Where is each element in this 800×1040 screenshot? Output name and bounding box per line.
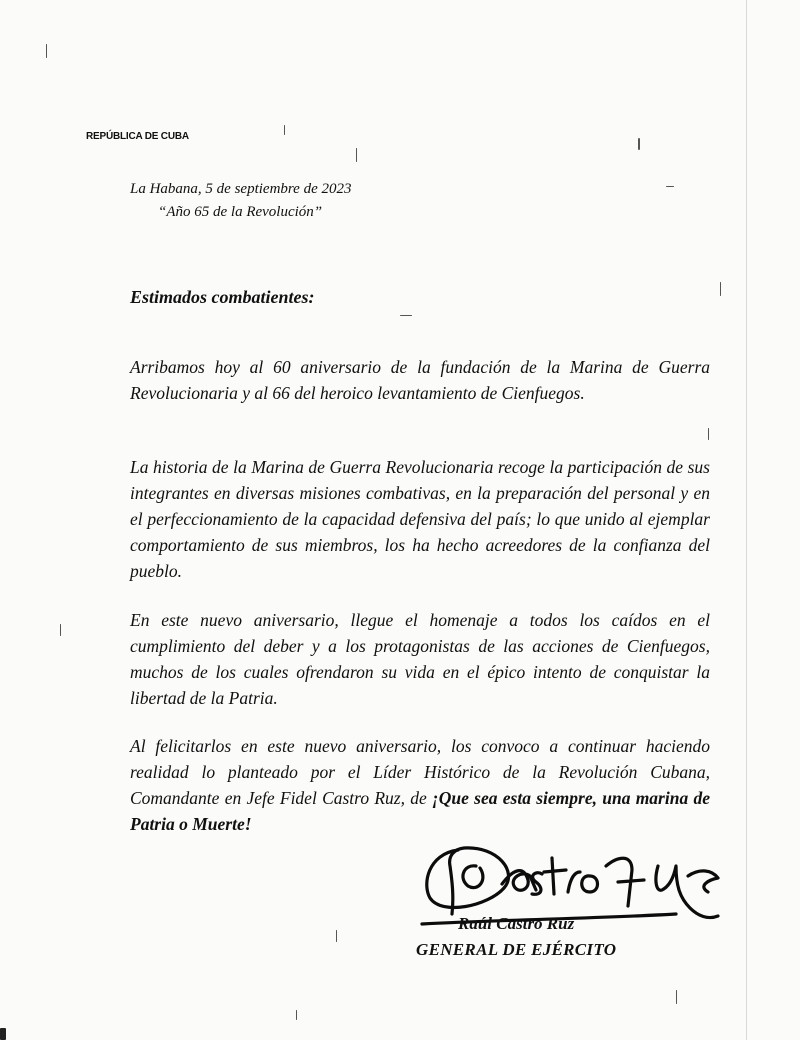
scan-speck: [0, 1028, 6, 1040]
scan-speck: [60, 624, 61, 636]
paragraph-4-closing: ¡Que sea esta siempre, una marina de Patria o Muerte!: [130, 788, 710, 834]
dateline: [130, 178, 352, 224]
place-date: La Habana, 5 de septiembre de 2023: [130, 181, 352, 197]
year-motto: “Año 65 de la Revolución”: [158, 204, 323, 220]
scan-speck: [400, 315, 412, 316]
paragraph-2: La historia de la Marina de Guerra Revolucionaria recoge la participación de sus integrantes en diversas misiones combativas, en la preparación del personal y en el perfeccionamiento de la capacidad defensiva del país; lo que unido al ejemplar comportamiento de sus miembros, los ha hecho acreedores de la confianza del pueblo.: [130, 457, 710, 581]
scan-speck: [666, 186, 674, 187]
scan-speck: [708, 428, 709, 440]
salutation: Estimados combatientes:: [130, 287, 315, 307]
signer-name: Raúl Castro Ruz: [458, 914, 575, 933]
scan-speck: [296, 1010, 297, 1020]
paragraph-4-text: Al felicitarlos en este nuevo aniversario, los convoco a continuar haciendo realidad lo planteado por el Líder Histórico de la Revolución Cubana, Comandante en Jefe Fidel Castro Ruz, de: [130, 736, 710, 808]
paragraph-1: Arribamos hoy al 60 aniversario de la fundación de la Marina de Guerra Revolucionaria y al 66 del heroico levantamiento de Cienfuegos.: [130, 357, 710, 403]
scan-speck: [284, 125, 285, 135]
scan-speck: [638, 138, 640, 150]
scan-speck: [336, 930, 337, 942]
paragraph-4: [130, 733, 710, 837]
republic-header: REPÚBLICA DE CUBA: [86, 131, 189, 142]
scan-speck: [46, 44, 47, 58]
scan-speck: [676, 990, 677, 1004]
scan-speck: [356, 148, 357, 162]
paragraph-3: En este nuevo aniversario, llegue el homenaje a todos los caídos en el cumplimiento del deber y a los protagonistas de las acciones de Cienfuegos, muchos de los cuales ofrendaron su vida en el épico intento de conquistar la libertad de la Patria.: [130, 610, 710, 708]
signer-rank: GENERAL DE EJÉRCITO: [416, 940, 617, 959]
scan-speck: [720, 282, 721, 296]
